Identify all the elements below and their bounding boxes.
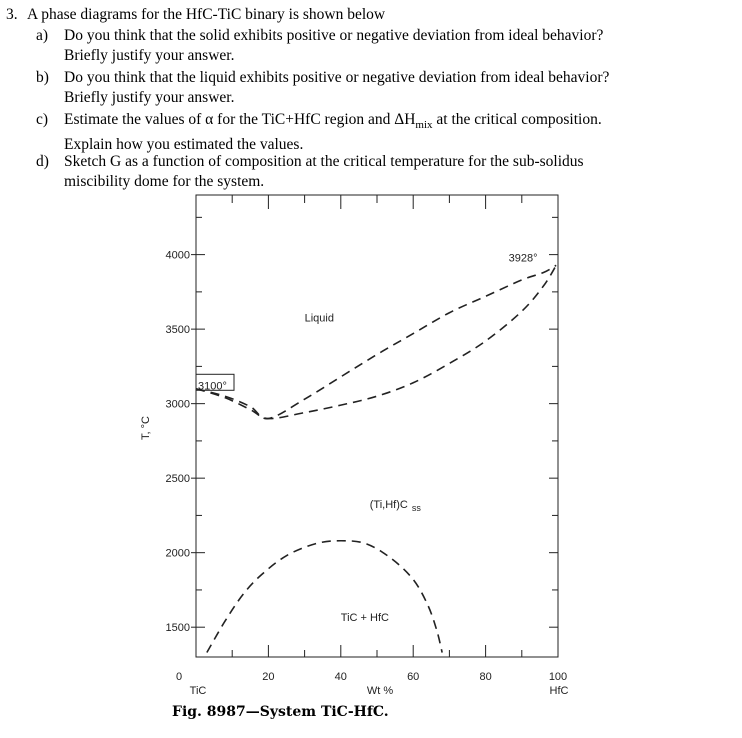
annotation-label: TiC + HfC [340, 612, 389, 625]
x-tick-label: 80 [479, 671, 492, 683]
part-text-line: Do you think that the liquid exhibits positive or negative deviation from ideal behavior? [64, 69, 610, 86]
y-tick-label: 2500 [165, 473, 190, 486]
annotation-label: (Ti,Hf)C $_{ss}$ [369, 498, 421, 513]
part-label: b) [36, 69, 49, 86]
part-label: a) [36, 27, 49, 44]
x-tick-labels [176, 671, 567, 683]
part-text-line: miscibility dome for the system. [64, 173, 265, 190]
question-intro: A phase diagrams for the HfC-TiC binary is shown below [27, 6, 386, 23]
y-tick-label: 2000 [165, 547, 190, 560]
y-tick-label: 1500 [165, 622, 190, 635]
question-number: 3. [6, 6, 18, 23]
x-end-label-right: HfC [549, 685, 569, 697]
part-label: c) [36, 111, 49, 128]
y-tick-labels [166, 250, 190, 635]
part-text-before: Estimate the values of α for the TiC+HfC region and ΔH [64, 111, 416, 128]
part-text-after: at the critical composition. [432, 111, 602, 128]
plot-frame [196, 195, 558, 657]
x-tick-label: 20 [262, 671, 275, 683]
x-axis-label: Wt % [366, 685, 394, 697]
phase-curves [196, 265, 556, 652]
x-tick-label: 100 [548, 671, 568, 683]
y-tick-label: 3000 [165, 398, 190, 411]
annotation-label: 3928° [508, 252, 538, 265]
annotation-label: Liquid [304, 312, 334, 325]
miscibility-gap-curve [207, 541, 442, 653]
y-tick-label: 3500 [165, 324, 190, 337]
part-label: d) [36, 153, 49, 170]
part-text-line: Sketch G as a function of composition at the critical temperature for the sub-solidus [64, 153, 584, 170]
part-text-line: Briefly justify your answer. [64, 47, 235, 64]
y-tick-label: 4000 [165, 249, 190, 262]
part-text-line: Briefly justify your answer. [64, 89, 235, 106]
x-tick-label: 60 [407, 671, 420, 683]
annotation-subscript: ss [411, 502, 421, 513]
x-end-label-left: TiC [189, 685, 207, 697]
liquidus-curve [196, 265, 556, 418]
annotation-label: 3100° [198, 380, 227, 393]
part-text-line: Explain how you estimated the values. [64, 136, 304, 154]
figure-caption: Fig. 8987—System TiC-HfC. [172, 704, 389, 720]
x-tick-label: 0 [175, 671, 183, 683]
y-axis-label: T, °C [140, 416, 152, 440]
part-text-line: Do you think that the solid exhibits positive or negative deviation from ideal behavior? [64, 27, 604, 44]
mix-subscript: mix [415, 119, 433, 132]
frame-ticks [191, 195, 558, 657]
x-tick-label: 40 [334, 671, 347, 683]
annotations [196, 253, 538, 625]
